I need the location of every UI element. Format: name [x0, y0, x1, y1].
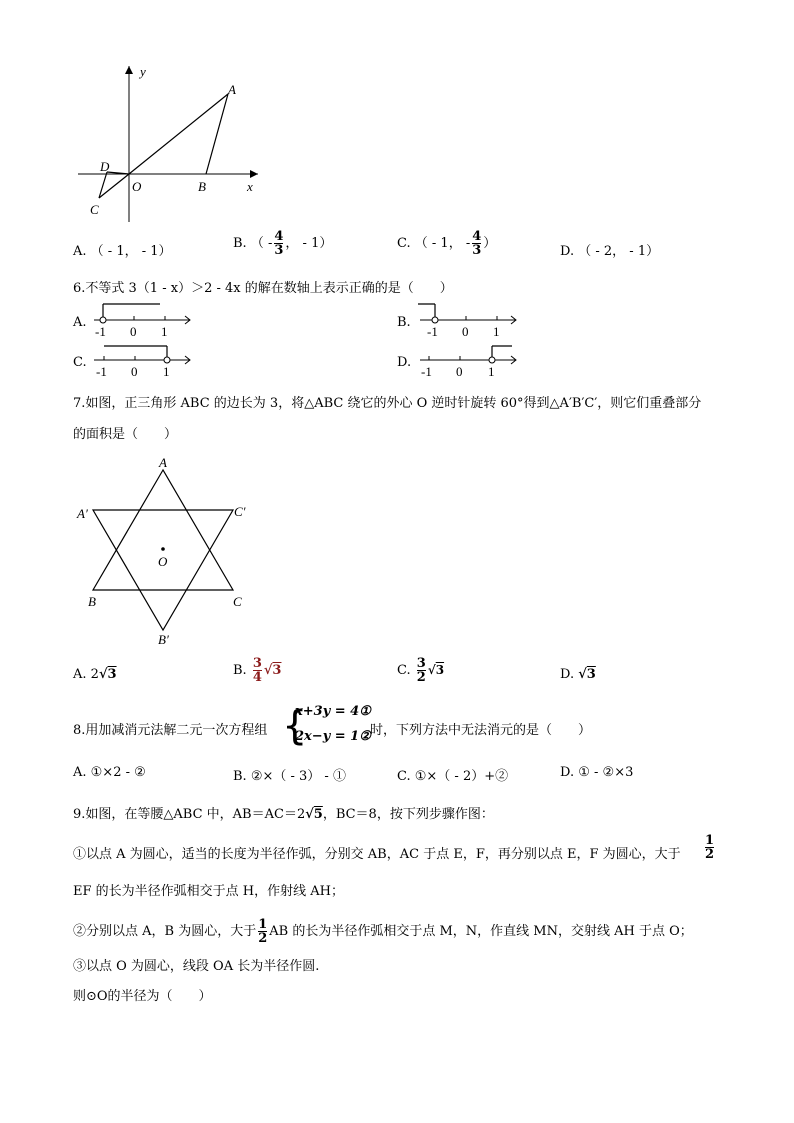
- number-line-a: [90, 300, 200, 342]
- segment-OA: [129, 94, 228, 174]
- q6-option-a-label: A.: [73, 315, 87, 330]
- label-D: D: [100, 159, 110, 174]
- svg-text:-1: -1: [427, 324, 438, 339]
- segment-AB: [206, 94, 228, 174]
- q9-step1-line2: EF 的长为半径作弧相交于点 H，作射线 AH；: [73, 884, 344, 899]
- q8-stem-post: 时，下列方法中无法消元的是（ ）: [370, 723, 592, 738]
- label-x: x: [247, 179, 253, 194]
- svg-text:0: 0: [131, 364, 138, 379]
- q6-stem: 6.不等式 3（1 - x）＞2 - 4x 的解在数轴上表示正确的是（ ）: [73, 281, 453, 296]
- y-axis-arrow: [125, 66, 133, 74]
- number-line-b: [416, 300, 526, 342]
- svg-text:1: 1: [488, 364, 495, 379]
- triangle-ABC: [93, 470, 233, 590]
- svg-text:1: 1: [163, 364, 170, 379]
- label-C: C: [90, 202, 99, 217]
- q8-option-c: C. ①×（ - 2）+②: [397, 769, 509, 784]
- hexagram-figure: [70, 450, 270, 650]
- svg-text:C′: C′: [234, 504, 246, 519]
- q6-option-c-label: C.: [73, 355, 87, 370]
- svg-text:0: 0: [456, 364, 463, 379]
- triangle-A1B1C1: [93, 510, 233, 630]
- q7-option-c: C. $\frac{3}{2}$ √3: [397, 656, 445, 685]
- svg-text:C: C: [233, 594, 242, 609]
- svg-text:A: A: [159, 455, 167, 470]
- q9-step1-half: $\frac{1}{2}$: [705, 833, 715, 862]
- svg-text:-1: -1: [421, 364, 432, 379]
- q7-option-d: D. √3: [560, 667, 596, 682]
- svg-text:0: 0: [130, 324, 137, 339]
- q6-option-b-label: B.: [397, 315, 411, 330]
- coordinate-figure: [70, 60, 270, 230]
- svg-text:A′: A′: [77, 506, 88, 521]
- svg-text:1: 1: [493, 324, 500, 339]
- svg-text:-1: -1: [95, 324, 106, 339]
- number-line-c: [90, 340, 200, 382]
- q8-option-b: B. ②×（ - 3） - ①: [233, 769, 346, 784]
- x-axis-arrow: [250, 170, 258, 178]
- q5-option-d: D. （ - 2， - 1）: [560, 244, 660, 259]
- q8-brace: {: [282, 703, 308, 749]
- svg-text:B′: B′: [158, 632, 169, 647]
- q9-ask: 则⊙O的半径为（ ）: [73, 989, 212, 1004]
- q7-option-b: B. $\frac{3}{4}$ √3: [233, 656, 282, 685]
- svg-text:-1: -1: [96, 364, 107, 379]
- q7-stem-line1: 7.如图，正三角形 ABC 的边长为 3，将△ABC 绕它的外心 O 逆时针旋转 60°得到△A′B′C′，则它们重叠部分: [73, 396, 702, 411]
- q9-step2: ②分别以点 A，B 为圆心，大于 $\frac{1}{2}$ AB 的长为半径作弧相交于点 M，N，作直线 MN，交射线 AH 于点 O；: [73, 917, 693, 946]
- center-dot: [161, 547, 165, 551]
- svg-text:B: B: [88, 594, 96, 609]
- q8-option-a: A. ①×2 - ②: [73, 765, 146, 780]
- segment-CO: [99, 174, 129, 198]
- q8-option-d: D. ① - ②×3: [560, 765, 634, 780]
- q5-option-a: A. （ - 1， - 1）: [73, 244, 172, 259]
- q8-stem-pre: 8.用加减消元法解二元一次方程组: [73, 723, 268, 738]
- svg-text:1: 1: [161, 324, 168, 339]
- label-A: A: [228, 82, 236, 97]
- q8-eq2: 2x−y = 1②: [295, 729, 371, 744]
- q8-eq1: x+3y = 4①: [295, 704, 371, 719]
- q7-option-a: A. 2√3: [73, 667, 117, 682]
- q9-step1-line1: ①以点 A 为圆心，适当的长度为半径作弧，分别交 AB，AC 于点 E，F，再分别以点 E，F 为圆心，大于: [73, 847, 681, 862]
- svg-text:O: O: [158, 554, 168, 569]
- svg-text:0: 0: [462, 324, 469, 339]
- q9-stem: 9.如图，在等腰△ABC 中，AB＝AC＝2√5，BC＝8，按下列步骤作图：: [73, 807, 494, 822]
- label-B: B: [198, 179, 206, 194]
- q9-step3: ③以点 O 为圆心，线段 OA 长为半径作圆.: [73, 959, 320, 974]
- q6-option-d-label: D.: [397, 355, 412, 370]
- q5-option-b: B. （ - $\frac{4}{3}$ ， - 1）: [233, 229, 333, 258]
- q7-stem-line2: 的面积是（ ）: [73, 427, 178, 442]
- number-line-d: [416, 340, 526, 382]
- label-O: O: [132, 179, 142, 194]
- label-y: y: [140, 64, 146, 79]
- q5-option-c: C. （ - 1， - $\frac{4}{3}$ ）: [397, 229, 497, 258]
